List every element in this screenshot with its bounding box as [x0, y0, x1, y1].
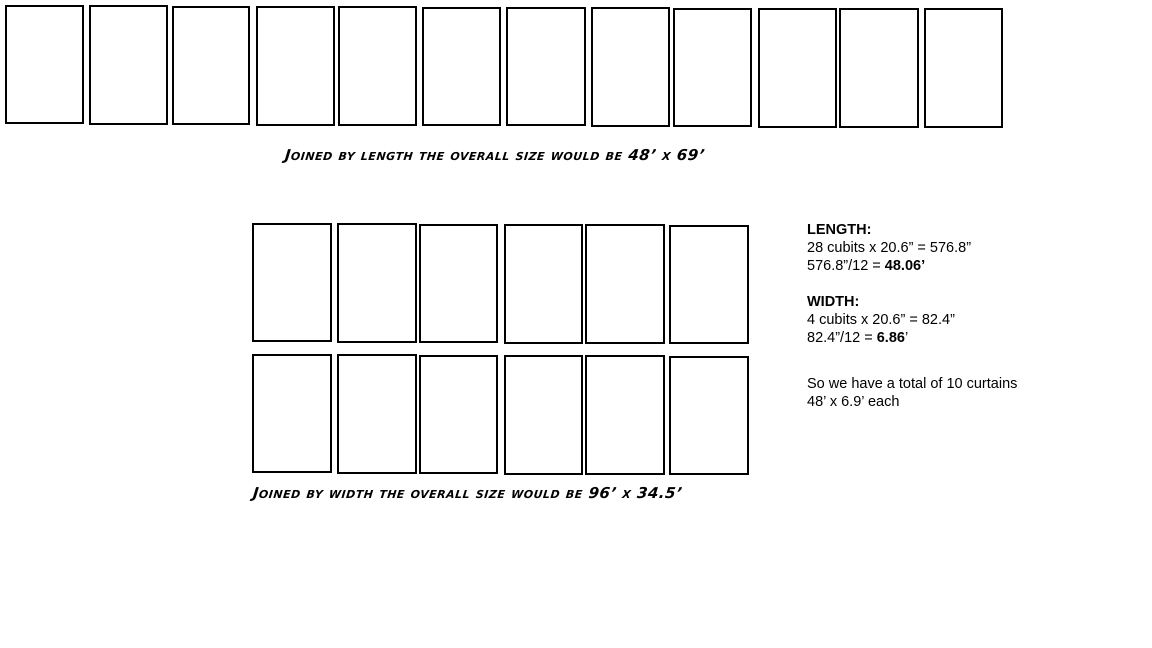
curtain-panel [419, 224, 498, 343]
curtain-panel [506, 7, 586, 126]
width-result-suffix: ’ [904, 330, 909, 346]
length-result-line [807, 257, 1107, 275]
bottom-caption: Joined by width the overall size would be 96’ x 34.5’ [252, 484, 684, 502]
curtain-panel [504, 224, 583, 344]
curtain-panel [585, 355, 665, 475]
width-result-line [807, 329, 1107, 347]
curtain-panel [422, 7, 501, 126]
curtain-panel [591, 7, 670, 127]
width-result-prefix: 82.4”/12 = [807, 330, 877, 346]
curtain-panel [256, 6, 335, 126]
curtain-panel [924, 8, 1003, 128]
curtain-panel [669, 225, 749, 344]
curtain-panel [172, 6, 250, 125]
summary-line: So we have a total of 10 curtains [807, 376, 1018, 392]
length-result-value: 48.06’ [884, 258, 926, 274]
width-result-value: 6.86 [876, 330, 905, 346]
length-heading: LENGTH: [807, 222, 872, 238]
curtain-panel [5, 5, 84, 124]
curtain-panel [673, 8, 752, 127]
length-result-prefix: 576.8”/12 = [807, 258, 885, 274]
curtain-panel [252, 354, 332, 473]
curtain-panel [839, 8, 919, 128]
length-calc-line: 28 cubits x 20.6” = 576.8” [807, 240, 972, 256]
width-heading: WIDTH: [807, 294, 860, 310]
curtain-panel [338, 6, 417, 126]
curtain-panel [337, 354, 417, 474]
curtain-panel [758, 8, 837, 128]
curtain-panel [337, 223, 417, 343]
calculation-notes [807, 221, 1107, 411]
curtain-panel [585, 224, 665, 344]
curtain-panel [419, 355, 498, 474]
curtain-panel [669, 356, 749, 475]
width-calc-line: 4 cubits x 20.6” = 82.4” [807, 312, 955, 328]
curtain-panel [89, 5, 168, 125]
top-caption: Joined by length the overall size would be 48’ x 69’ [284, 146, 706, 164]
summary-size-line: 48’ x 6.9’ each [807, 394, 900, 410]
curtain-panel [504, 355, 583, 475]
curtain-panel [252, 223, 332, 342]
